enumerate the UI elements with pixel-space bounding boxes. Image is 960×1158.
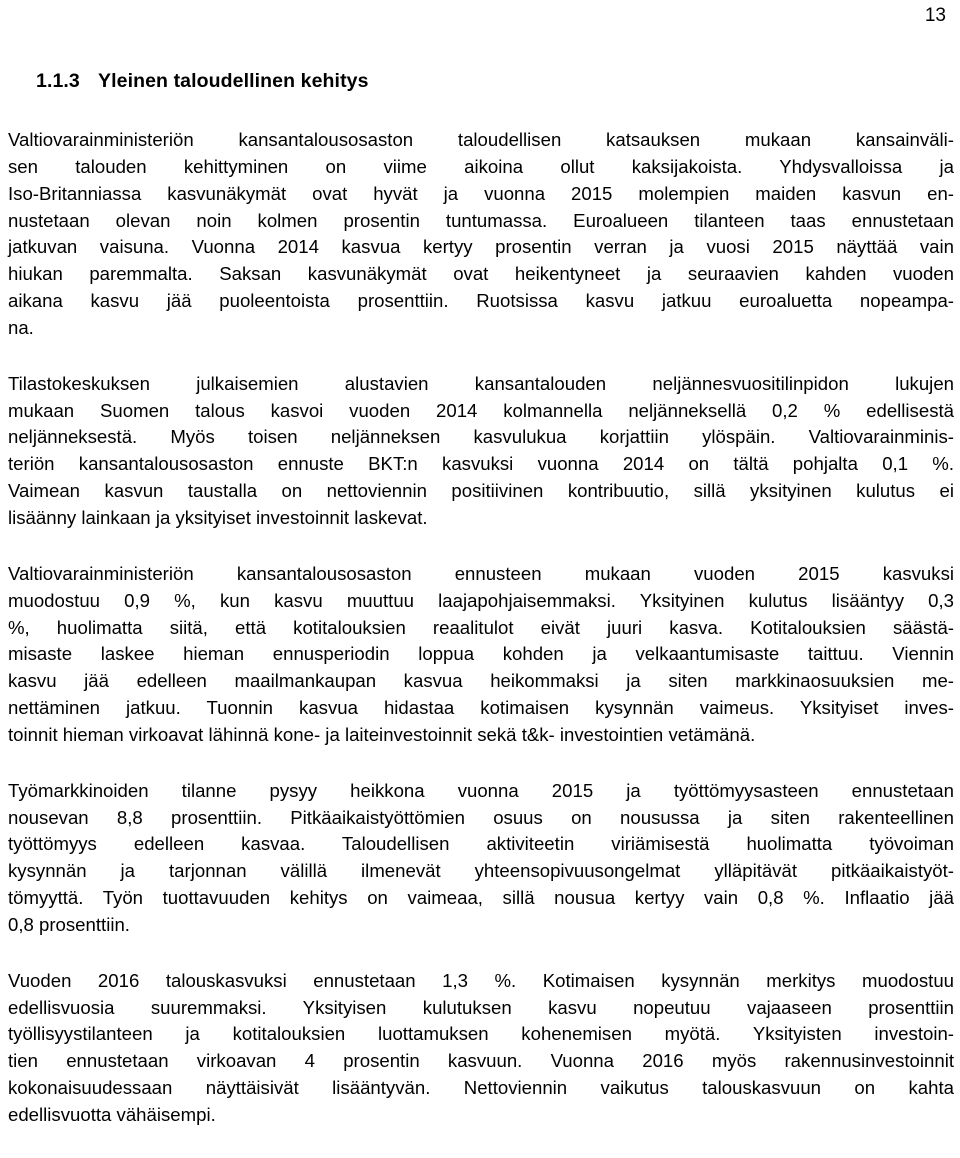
paragraph-line: työttömyys edelleen kasvaa. Taloudellisen aktiviteetin viriämisestä huolimatta työvoiman bbox=[8, 833, 954, 855]
paragraph-line: nustetaan olevan noin kolmen prosentin tuntumassa. Euroalueen tilanteen taas ennustetaan bbox=[8, 209, 954, 231]
paragraph-line: tien ennustetaan virkoavan 4 prosentin kasvuun. Vuonna 2016 myös rakennusinvestoinnit bbox=[8, 1050, 954, 1072]
section-title: Yleinen taloudellinen kehitys bbox=[98, 70, 369, 92]
paragraph-line: misaste laskee hieman ennusperiodin loppua kohden ja velkaantumisaste taittuu. Viennin bbox=[8, 643, 954, 665]
paragraph-line: nettäminen jatkuu. Tuonnin kasvua hidastaa kotimaisen kysynnän vaimeus. Yksityiset inves- bbox=[8, 697, 954, 719]
paragraph-line: Tilastokeskuksen julkaisemien alustavien kansantalouden neljännesvuositilinpidon lukujen bbox=[8, 372, 954, 394]
paragraph-line: aikana kasvu jää puoleentoista prosenttiin. Ruotsissa kasvu jatkuu euroaluetta nopeampa- bbox=[8, 290, 954, 312]
body-text bbox=[8, 127, 954, 1158]
paragraph-line: muodostuu 0,9 %, kun kasvu muuttuu laajapohjaisemmaksi. Yksityinen kulutus lisääntyy 0,3 bbox=[8, 589, 954, 611]
paragraph bbox=[8, 778, 954, 939]
paragraph-line: hiukan paremmalta. Saksan kasvunäkymät ovat heikentyneet ja seuraavien kahden vuoden bbox=[8, 263, 954, 285]
paragraph-line: Valtiovarainministeriön kansantalousosaston ennusteen mukaan vuoden 2015 kasvuksi bbox=[8, 562, 954, 584]
paragraph-line: edellisvuotta vähäisempi. bbox=[8, 1104, 216, 1125]
paragraph-line: neljänneksestä. Myös toisen neljänneksen kasvulukua korjattiin ylöspäin. Valtiovarainminis- bbox=[8, 426, 954, 448]
paragraph bbox=[8, 371, 954, 532]
paragraph-line: kasvu jää edelleen maailmankaupan kasvua heikommaksi ja siten markkinaosuuksien me- bbox=[8, 670, 954, 692]
paragraph-line: toinnit hieman virkoavat lähinnä kone- ja laiteinvestoinnit sekä t&k- investointien vetämänä. bbox=[8, 723, 756, 745]
paragraph-line: Työmarkkinoiden tilanne pysyy heikkona vuonna 2015 ja työttömyysasteen ennustetaan bbox=[8, 779, 954, 801]
paragraph-line: mukaan Suomen talous kasvoi vuoden 2014 kolmannella neljänneksellä 0,2 % edellisestä bbox=[8, 399, 954, 421]
paragraph-line: Valtiovarainministeriön kansantalousosaston taloudellisen katsauksen mukaan kansainväli- bbox=[8, 129, 954, 150]
paragraph bbox=[8, 127, 954, 342]
paragraph-line: teriön kansantalousosaston ennuste BKT:n kasvuksi vuonna 2014 on tältä pohjalta 0,1 %. bbox=[8, 453, 954, 475]
paragraph-line: jatkuvan vaisuna. Vuonna 2014 kasvua kertyy prosentin verran ja vuosi 2015 näyttää vain bbox=[8, 236, 954, 258]
paragraph-line: na. bbox=[8, 316, 34, 338]
paragraph-line: nousevan 8,8 prosenttiin. Pitkäaikaistyöttömien osuus on nousussa ja siten rakenteellinen bbox=[8, 806, 954, 828]
paragraph bbox=[8, 968, 954, 1129]
paragraph-line: 0,8 prosenttiin. bbox=[8, 913, 130, 935]
paragraph bbox=[8, 561, 954, 749]
paragraph-line: edellisvuosia suuremmaksi. Yksityisen kulutuksen kasvu nopeutuu vajaaseen prosenttiin bbox=[8, 996, 954, 1018]
paragraph-line: Vaimean kasvun taustalla on nettoviennin positiivinen kontribuutio, sillä yksityinen kulutus ei bbox=[8, 480, 954, 502]
page-number: 13 bbox=[924, 5, 946, 26]
paragraph-line: Iso-Britanniassa kasvunäkymät ovat hyvät ja vuonna 2015 molempien maiden kasvun en- bbox=[8, 182, 954, 204]
paragraph-line: kysynnän ja tarjonnan välillä ilmenevät yhteensopivuusongelmat ylläpitävät pitkäaikaistyöt- bbox=[8, 860, 954, 882]
paragraph-line: työllisyystilanteen ja kotitalouksien luottamuksen kohenemisen myötä. Yksityisten investoin- bbox=[8, 1023, 954, 1045]
paragraph-line: %, huolimatta siitä, että kotitalouksien reaalitulot eivät juuri kasva. Kotitalouksien säästä- bbox=[8, 616, 954, 638]
paragraph-line: kokonaisuudessaan näyttäisivät lisääntyvän. Nettoviennin vaikutus talouskasvuun on kahta bbox=[8, 1077, 954, 1099]
paragraph-line: sen talouden kehittyminen on viime aikoina ollut kaksijakoista. Yhdysvalloissa ja bbox=[8, 155, 954, 177]
paragraph-line: lisäänny lainkaan ja yksityiset investoinnit laskevat. bbox=[8, 506, 428, 528]
section-heading bbox=[36, 68, 369, 94]
section-number: 1.1.3 bbox=[36, 70, 80, 92]
paragraph-line: Vuoden 2016 talouskasvuksi ennustetaan 1,3 %. Kotimaisen kysynnän merkitys muodostuu bbox=[8, 969, 954, 991]
paragraph-line: tömyyttä. Työn tuottavuuden kehitys on vaimeaa, sillä nousua kertyy vain 0,8 %. Inflaatio jää bbox=[8, 887, 954, 909]
